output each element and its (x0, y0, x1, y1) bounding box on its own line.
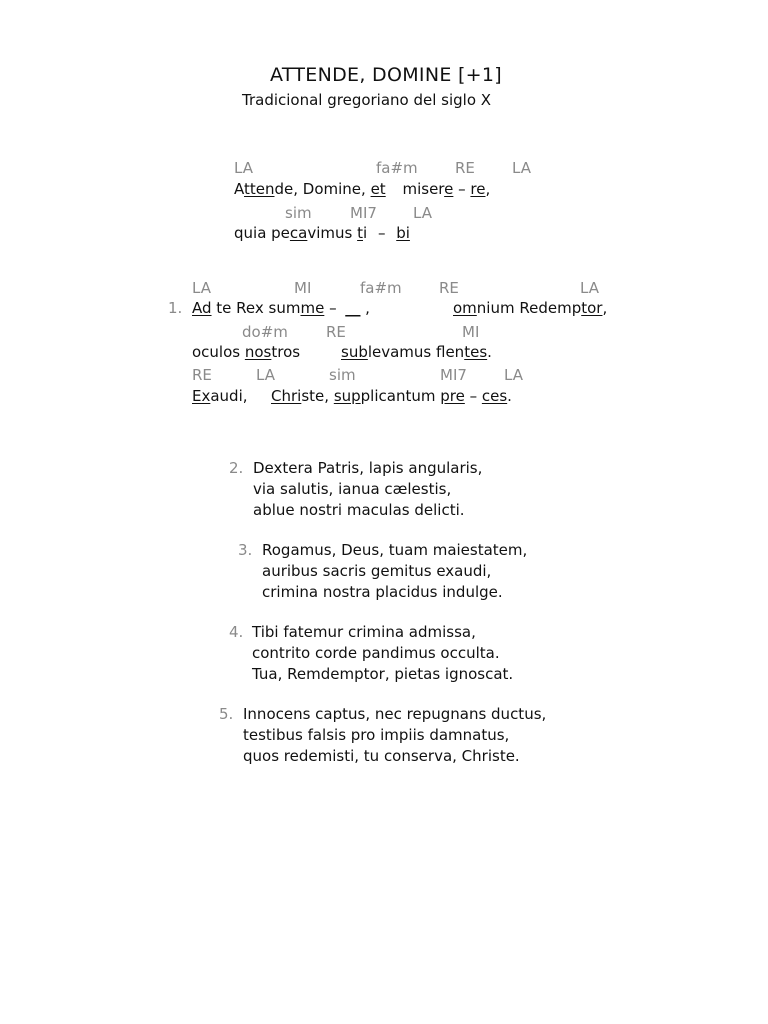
lyric-text: levamus flen (367, 343, 465, 361)
lyric-text: audi, (210, 387, 248, 405)
verse-line: Tibi fatemur crimina admissa, (252, 623, 476, 641)
accented-syllable: om (453, 299, 477, 317)
verse-line: auribus sacris gemitus exaudi, (262, 562, 492, 580)
verse-line: Innocens captus, nec repugnans ductus, (243, 705, 547, 723)
stanza-number: 2. (229, 459, 244, 477)
lyric-text: , (485, 180, 491, 198)
chord: RE (192, 366, 212, 384)
lyric-line (453, 301, 607, 316)
lyric-line (234, 182, 490, 197)
chord: LA (580, 279, 599, 297)
chord: MI (294, 279, 312, 297)
chord: sim (285, 204, 312, 222)
accented-syllable: me (300, 299, 325, 317)
lyric-text: nium Redemp (476, 299, 582, 317)
accented-syllable: t (357, 224, 363, 242)
lyric-line (192, 389, 248, 404)
lyric-text: A (234, 180, 244, 198)
lyric-line (192, 301, 370, 316)
lyric-text: vimus (307, 224, 358, 242)
chord: LA (192, 279, 211, 297)
stanza-number: 3. (238, 541, 253, 559)
lyric-text: , (602, 299, 608, 317)
accented-syllable: nos (244, 343, 272, 361)
chord: fa#m (360, 279, 402, 297)
lyric-text: tros (271, 343, 301, 361)
song-subtitle: Tradicional gregoriano del siglo X (242, 91, 492, 109)
verse-line: Dextera Patris, lapis angularis, (253, 459, 483, 477)
lyric-text: – (373, 224, 391, 242)
lyric-text: – (453, 180, 471, 198)
accented-syllable: bi (396, 224, 410, 242)
chord: LA (504, 366, 523, 384)
accented-syllable: pre (440, 387, 465, 405)
accented-syllable: Chri (271, 387, 302, 405)
lyric-text: i (363, 224, 368, 242)
lyric-text: – (464, 387, 482, 405)
accented-syllable: ca (289, 224, 308, 242)
chord: LA (413, 204, 432, 222)
lyric-text: te Rex sum (211, 299, 301, 317)
verse-line: Rogamus, Deus, tuam maiestatem, (262, 541, 528, 559)
chord: RE (326, 323, 346, 341)
chord: fa#m (376, 159, 418, 177)
verse-line: testibus falsis pro impiis damnatus, (243, 726, 510, 744)
stanza-number: 4. (229, 623, 244, 641)
chord: LA (512, 159, 531, 177)
accented-syllable: Ad (192, 299, 212, 317)
chord: RE (439, 279, 459, 297)
lyric-line (271, 389, 512, 404)
accented-syllable: sub (341, 343, 368, 361)
accented-syllable: Ex (192, 387, 211, 405)
accented-syllable: re (470, 180, 486, 198)
verse-line: ablue nostri maculas delicti. (253, 501, 465, 519)
stanza-number: 5. (219, 705, 234, 723)
lyric-text: s (301, 387, 310, 405)
lyric-text: plicantum (360, 387, 441, 405)
chord: LA (234, 159, 253, 177)
accented-syllable: tor (581, 299, 603, 317)
lyric-text: oculos (192, 343, 245, 361)
lyric-text: de, Domine, (274, 180, 371, 198)
accented-syllable: e (444, 180, 454, 198)
lyric-text: te, (309, 387, 334, 405)
chord: RE (455, 159, 475, 177)
lyric-text: miser (397, 180, 445, 198)
chord: MI7 (440, 366, 467, 384)
accented-syllable: tes (464, 343, 488, 361)
verse-line: contrito corde pandimus occulta. (252, 644, 500, 662)
accented-syllable: __ (345, 299, 361, 317)
lyric-line (341, 345, 492, 360)
chord: LA (256, 366, 275, 384)
lyric-text: quia pe (234, 224, 290, 242)
lyric-text: . (507, 387, 512, 405)
chord: MI (462, 323, 480, 341)
lyric-line (192, 345, 300, 360)
chord: MI7 (350, 204, 377, 222)
lyric-line (234, 226, 410, 241)
lyric-text: , (360, 299, 370, 317)
accented-syllable: ces (481, 387, 508, 405)
accented-syllable: tten (244, 180, 275, 198)
chord: do#m (242, 323, 288, 341)
lyric-text: – (324, 299, 342, 317)
verse-line: Tua, Remdemptor, pietas ignoscat. (252, 665, 514, 683)
accented-syllable: sup (333, 387, 361, 405)
accented-syllable: et (370, 180, 386, 198)
verse-line: via salutis, ianua cælestis, (253, 480, 452, 498)
verse-line: quos redemisti, tu conserva, Christe. (243, 747, 520, 765)
song-title: ATTENDE, DOMINE [+1] (270, 64, 503, 86)
chord: sim (329, 366, 356, 384)
verse-line: crimina nostra placidus indulge. (262, 583, 503, 601)
lyric-text: . (487, 343, 492, 361)
stanza-number: 1. (168, 299, 183, 317)
